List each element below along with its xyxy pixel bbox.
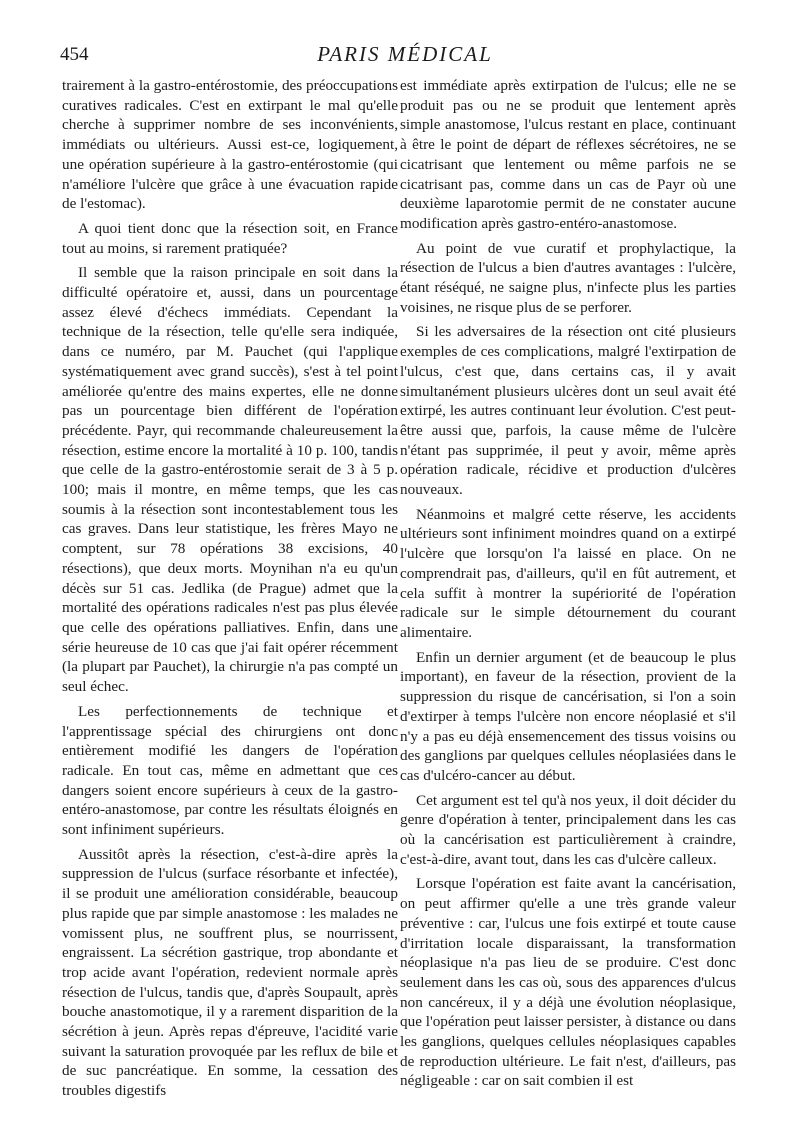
left-column	[62, 76, 398, 1106]
paragraph: Néanmoins et malgré cette réserve, les accidents ultérieurs sont infiniment moindres quand on a extirpé l'ulcère que lorsqu'on l'a laissé en place. On ne comprendrait pas, d'ailleurs, qu'il en fût autrement, et cela suffit à montrer la supériorité de l'opération radicale sur le simple détournement du courant alimentaire.	[400, 505, 736, 641]
paragraph: est immédiate après extirpation de l'ulcus; elle ne se produit pas ou ne se produit que lentement après simple anastomose, l'ulcus restant en place, continuant à être le point de départ de réflexes sécrétoires, ne se cicatrisant que lentement ou même parfois ne se cicatrisant pas, comme dans un cas de Payr où une deuxième laparotomie permit de ne constater aucune modification après gastro-entéro-anastomose.	[400, 77, 736, 232]
paragraph: Cet argument est tel qu'à nos yeux, il doit décider du genre d'opération à tenter, principalement dans les cas où la cancérisation est particulièrement à craindre, c'est-à-dire, avant tout, dans les cas d'ulcère calleux.	[400, 791, 736, 868]
paragraph: Lorsque l'opération est faite avant la cancérisation, on peut affirmer qu'elle a une très grande valeur préventive : car, l'ulcus une fois extirpé et toute cause d'irritation locale disparaissant, la transformation néoplasique n'a pas lieu de se produire. C'est donc seulement dans les cas où, sous des apparences d'ulcus non cancéreux, il y a déjà une évolution néoplasique, que l'opération peut laisser persister, à distance ou dans les ganglions, quelques cellules néoplasiques capables de reproduction ultérieure. Le fait n'est, d'ailleurs, pas négligeable : car on sait combien il est	[400, 875, 736, 1090]
paragraph: Il semble que la raison principale en soit dans la difficulté opératoire et, aussi, dans un pourcentage assez élevé d'échecs immédiats. Cependant la technique de la résection, telle qu'elle sera indiquée, dans ce numéro, par M. Pauchet (qui l'applique systématiquement avec grand succès), s'est à tel point améliorée qu'entre des mains expertes, elle ne donne pas un pourcentage bien différent de l'opération précédente. Payr, qui recommande chaleureusement la résection, estime encore la mortalité à 10 p. 100, tandis que celle de la gastro-entérostomie serait de 3 à 5 p. 100; mais il montre, en même temps, que les cas soumis à la résection sont incontestablement tous les cas graves. Dans leur statistique, les frères Mayo ne comptent, sur 78 opérations 38 excisions, 40 résections), que deux morts. Moynihan n'a eu qu'un décès sur 51 cas. Jedlika (de Prague) admet que la mortalité des opérations radicales n'est pas plus élevée que celle des opérations palliatives. Enfin, dans une série heureuse de 10 cas que j'ai fait opérer récemment (la plupart par Pauchet), la chirurgie n'a pas compté un seul échec.	[62, 264, 398, 696]
page-header	[60, 40, 750, 70]
paragraph: Les perfectionnements de technique et l'apprentissage spécial des chirurgiens ont donc entièrement modifié les dangers de l'opération radicale. En tout cas, même en admettant que ces dangers soient encore supérieurs à ceux de la gastro-entéro-anastomose, par contre les résultats éloignés en sont infiniment supérieurs.	[62, 702, 398, 839]
paragraph: Aussitôt après la résection, c'est-à-dire après la suppression de l'ulcus (surface résorbante et infectée), il se produit une amélioration considérable, beaucoup plus rapide que par simple anastomose : les malades ne vomissent plus, ne souffrent plus, se nourrissent, engraissent. La sécrétion gastrique, trop abondante et trop acide avant l'opération, redevient normale après résection de l'ulcus, tandis que, d'après Soupault, après bouche anastomotique, il y a rarement disparition de la sécrétion à jeun. Après repas d'épreuve, l'acidité varie suivant la saturation provoquée par les reflux de bile et de suc pancréatique. En somme, la cessation des troubles digestifs	[62, 845, 398, 1100]
paragraph: Au point de vue curatif et prophylactique, la résection de l'ulcus a bien d'autres avantages : l'ulcère, étant réséqué, ne saigne plus, n'infecte plus les parties voisines, ne risque plus de se perforer.	[400, 239, 736, 316]
paragraph: Enfin un dernier argument (et de beaucoup le plus important), en faveur de la résection, provient de la suppression du risque de cancérisation, si l'on a soin d'extirper à temps l'ulcère non encore néoplasié et s'il n'y a pas eu déjà ensemencement des tissus voisins ou des ganglions par quelques cellules néoplasiées dans le cas d'ulcéro-cancer au début.	[400, 648, 736, 784]
paragraph: A quoi tient donc que la résection soit, en France tout au moins, si rarement pratiquée?	[62, 219, 398, 257]
paragraph: Si les adversaires de la résection ont cité plusieurs exemples de ces complications, malgré l'extirpation de l'ulcus, c'est que, dans certains cas, il y avait simultanément plusieurs ulcères dont un seul avait été extirpé, les autres continuant leur évolution. C'est peut-être aussi que, parfois, la cause même de l'ulcère n'étant pas supprimée, il peut y avoir, même après opération radicale, récidive et production d'ulcères nouveaux.	[400, 323, 736, 499]
right-column	[400, 76, 736, 1096]
page-number: 454	[60, 44, 89, 65]
journal-title: PARIS MÉDICAL	[317, 42, 493, 66]
paragraph: trairement à la gastro-entérostomie, des préoccupations curatives radicales. C'est en extirpant le mal qu'elle cherche à supprimer nombre de ses inconvénients, immédiats ou ultérieurs. Aussi est-ce, logiquement, une opération supérieure à la gastro-entérostomie (qui n'améliore l'ulcère que grâce à une évacuation rapide de l'estomac).	[62, 77, 398, 213]
